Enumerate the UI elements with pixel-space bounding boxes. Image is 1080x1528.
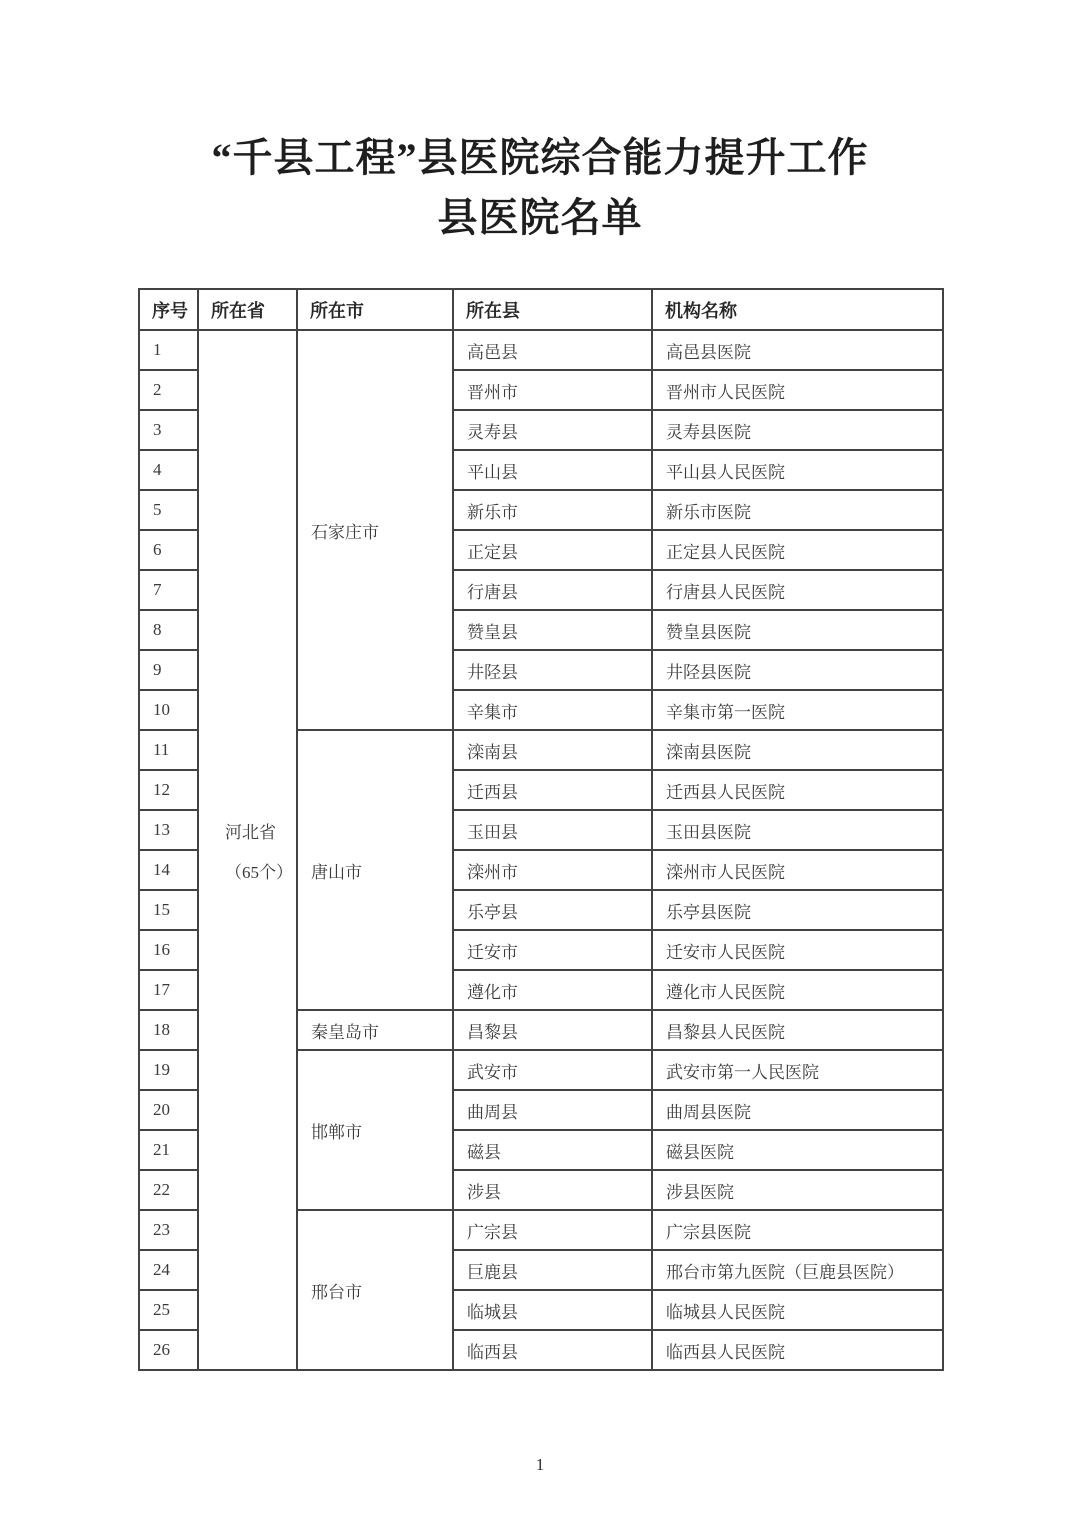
document-title — [0, 128, 1080, 248]
row-number: 5 — [139, 490, 198, 530]
org-cell: 玉田县医院 — [652, 810, 943, 850]
header-province: 所在省 — [198, 289, 297, 330]
county-cell: 曲周县 — [453, 1090, 652, 1130]
header-org: 机构名称 — [652, 289, 943, 330]
city-cell-tangshan: 唐山市 — [297, 730, 453, 1010]
org-cell: 临城县人民医院 — [652, 1290, 943, 1330]
row-number: 25 — [139, 1290, 198, 1330]
county-cell: 昌黎县 — [453, 1010, 652, 1050]
county-cell: 乐亭县 — [453, 890, 652, 930]
document-title-line2: 县医院名单 — [437, 195, 643, 240]
row-number: 26 — [139, 1330, 198, 1370]
org-cell: 曲周县医院 — [652, 1090, 943, 1130]
org-cell: 行唐县人民医院 — [652, 570, 943, 610]
city-cell-shijiazhuang: 石家庄市 — [297, 330, 453, 730]
row-number: 15 — [139, 890, 198, 930]
org-cell: 临西县人民医院 — [652, 1330, 943, 1370]
table-header-row — [139, 289, 943, 330]
row-number: 9 — [139, 650, 198, 690]
org-cell: 灵寿县医院 — [652, 410, 943, 450]
org-cell: 昌黎县人民医院 — [652, 1010, 943, 1050]
row-number: 10 — [139, 690, 198, 730]
row-number: 18 — [139, 1010, 198, 1050]
header-county: 所在县 — [453, 289, 652, 330]
county-cell: 井陉县 — [453, 650, 652, 690]
org-cell: 正定县人民医院 — [652, 530, 943, 570]
county-cell: 行唐县 — [453, 570, 652, 610]
county-cell: 巨鹿县 — [453, 1250, 652, 1290]
county-cell: 磁县 — [453, 1130, 652, 1170]
province-count: （65个） — [225, 862, 293, 882]
document-title-line1: “千县工程”县医院综合能力提升工作 — [211, 135, 869, 180]
row-number: 3 — [139, 410, 198, 450]
org-cell: 磁县医院 — [652, 1130, 943, 1170]
row-number: 4 — [139, 450, 198, 490]
county-cell: 正定县 — [453, 530, 652, 570]
county-cell: 辛集市 — [453, 690, 652, 730]
org-cell: 迁安市人民医院 — [652, 930, 943, 970]
row-number: 11 — [139, 730, 198, 770]
row-number: 8 — [139, 610, 198, 650]
row-number: 21 — [139, 1130, 198, 1170]
county-cell: 迁安市 — [453, 930, 652, 970]
org-cell: 赞皇县医院 — [652, 610, 943, 650]
county-cell: 滦南县 — [453, 730, 652, 770]
city-cell-xingtai: 邢台市 — [297, 1210, 453, 1370]
row-number: 7 — [139, 570, 198, 610]
county-cell: 高邑县 — [453, 330, 652, 370]
row-number: 22 — [139, 1170, 198, 1210]
org-cell: 邢台市第九医院（巨鹿县医院） — [652, 1250, 943, 1290]
org-cell: 滦州市人民医院 — [652, 850, 943, 890]
county-cell: 广宗县 — [453, 1210, 652, 1250]
org-cell: 广宗县医院 — [652, 1210, 943, 1250]
county-cell: 灵寿县 — [453, 410, 652, 450]
county-cell: 新乐市 — [453, 490, 652, 530]
org-cell: 高邑县医院 — [652, 330, 943, 370]
county-cell: 临城县 — [453, 1290, 652, 1330]
row-number: 16 — [139, 930, 198, 970]
org-cell: 滦南县医院 — [652, 730, 943, 770]
org-cell: 井陉县医院 — [652, 650, 943, 690]
county-cell: 平山县 — [453, 450, 652, 490]
org-cell: 武安市第一人民医院 — [652, 1050, 943, 1090]
row-number: 1 — [139, 330, 198, 370]
row-number: 19 — [139, 1050, 198, 1090]
header-num: 序号 — [139, 289, 198, 330]
city-cell-handan: 邯郸市 — [297, 1050, 453, 1210]
org-cell: 平山县人民医院 — [652, 450, 943, 490]
org-cell: 迁西县人民医院 — [652, 770, 943, 810]
county-cell: 赞皇县 — [453, 610, 652, 650]
org-cell: 晋州市人民医院 — [652, 370, 943, 410]
county-cell: 临西县 — [453, 1330, 652, 1370]
page-number: 1 — [535, 1455, 545, 1474]
row-number: 12 — [139, 770, 198, 810]
county-cell: 武安市 — [453, 1050, 652, 1090]
county-cell: 滦州市 — [453, 850, 652, 890]
header-city: 所在市 — [297, 289, 453, 330]
province-name: 河北省 — [225, 822, 276, 842]
province-cell — [198, 330, 297, 1370]
county-cell: 涉县 — [453, 1170, 652, 1210]
row-number: 6 — [139, 530, 198, 570]
org-cell: 乐亭县医院 — [652, 890, 943, 930]
org-cell: 涉县医院 — [652, 1170, 943, 1210]
row-number: 20 — [139, 1090, 198, 1130]
hospital-roster-table — [138, 288, 944, 1371]
county-cell: 玉田县 — [453, 810, 652, 850]
city-cell-qinhuangdao: 秦皇岛市 — [297, 1010, 453, 1050]
row-number: 23 — [139, 1210, 198, 1250]
row-number: 14 — [139, 850, 198, 890]
row-number: 17 — [139, 970, 198, 1010]
org-cell: 辛集市第一医院 — [652, 690, 943, 730]
row-number: 2 — [139, 370, 198, 410]
row-number: 13 — [139, 810, 198, 850]
org-cell: 遵化市人民医院 — [652, 970, 943, 1010]
row-number: 24 — [139, 1250, 198, 1290]
table-row — [139, 330, 943, 370]
county-cell: 迁西县 — [453, 770, 652, 810]
org-cell: 新乐市医院 — [652, 490, 943, 530]
county-cell: 晋州市 — [453, 370, 652, 410]
county-cell: 遵化市 — [453, 970, 652, 1010]
